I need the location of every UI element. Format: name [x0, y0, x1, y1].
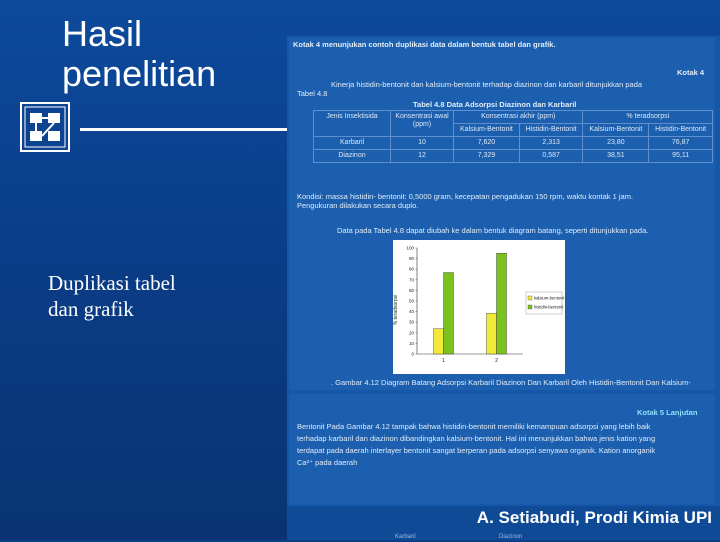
slide-subtitle [48, 270, 268, 322]
box5-line-3: terdapat pada daerah interlayer bentonit sangat berperan pada adsorpsi senyawa organik. Kation anorganik [297, 446, 656, 455]
doc-header: Kotak 4 menunjukan contoh duplikasi data dalam bentuk tabel dan grafik. [293, 40, 556, 49]
table-to-chart-text: Data pada Tabel 4.8 dapat diubah ke dalam bentuk diagram batang, seperti ditunjukkan pada. [337, 226, 649, 235]
title-underline [80, 128, 290, 131]
bars-group [434, 253, 507, 354]
slide-title [62, 14, 292, 94]
table-cell: 2,313 [519, 137, 583, 150]
table-header: Konsentrasi awal (ppm) [391, 111, 454, 137]
table-cell: Karbaril [314, 137, 391, 150]
document-page-box5 [289, 394, 715, 504]
bar-histidin-bentonit-2 [497, 253, 507, 354]
table-row [314, 150, 713, 163]
bar-kalsium-bentonit-1 [434, 329, 444, 354]
table-cell: 7,620 [454, 137, 520, 150]
table-cell: 95,11 [649, 150, 713, 163]
table-caption: Tabel 4.8 Data Adsorpsi Diazinon dan Karbaril [413, 100, 577, 109]
subtitle-line-2: dan grafik [48, 297, 134, 321]
author-footer: A. Setiabudi, Prodi Kimia UPI [476, 508, 712, 527]
table-header: % teradsorpsi [583, 111, 713, 124]
box5-line-4: Ca²⁺ pada daerah [297, 458, 358, 467]
box5-line-1: Bentonit Pada Gambar 4.12 tampak bahwa histidin-bentonit memiliki kemampuan adsorpsi yang lebih baik [297, 422, 651, 431]
table-cell: 7,329 [454, 150, 520, 163]
table-header: Konsentrasi akhir (ppm) [454, 111, 583, 124]
y-tick-label: 100 [406, 245, 414, 251]
bottom-label-left: Karbaril [395, 534, 416, 540]
bar-chart [393, 240, 565, 374]
table-cell: 23,80 [583, 137, 649, 150]
y-tick-label: 50 [408, 298, 414, 304]
y-tick-label: 40 [408, 309, 414, 315]
x-tick-label: 1 [442, 358, 445, 364]
document-page-box4 [289, 38, 715, 390]
y-tick-label: 30 [408, 319, 414, 325]
subtitle-line-1: Duplikasi tabel [48, 271, 176, 295]
table-subheader: Kalsium-Bentonit [454, 124, 520, 137]
y-tick-label: 10 [408, 340, 414, 346]
box4-label: Kotak 4 [677, 68, 705, 77]
adsorption-table [313, 110, 713, 163]
table-header: Jenis Insektisida [314, 111, 391, 137]
legend-label-kalsium: kalsium-bentonit [534, 295, 565, 301]
bar-kalsium-bentonit-2 [487, 313, 497, 354]
network-logo-icon [20, 102, 70, 152]
table-cell: Diazinon [314, 150, 391, 163]
table-cell: 10 [391, 137, 454, 150]
legend-swatch-kalsium [528, 296, 532, 300]
y-axis-label: % teradsorpsi [393, 294, 399, 326]
intro-line-2: Tabel 4.8 [297, 89, 328, 98]
y-tick-label: 70 [408, 277, 414, 283]
y-tick-label: 60 [408, 287, 414, 293]
y-tick-label: 20 [408, 330, 414, 336]
box5-line-2: terhadap karbaril dan diazinon dibandingkan kalsium-bentonit. Hal ini menunjukkan bahwa jenis kation yang [297, 434, 656, 443]
table-row [314, 137, 713, 150]
table-cell: 0,587 [519, 150, 583, 163]
x-tick-label: 2 [495, 358, 498, 364]
title-line-2: penelitian [62, 53, 217, 94]
bottom-label-right: Diazinon [499, 534, 523, 540]
table-subheader: Kalsium-Bentonit [583, 124, 649, 137]
legend-swatch-histidin [528, 305, 532, 309]
x-axis-ticks [442, 358, 498, 364]
legend [526, 292, 565, 314]
y-axis-ticks [406, 246, 417, 357]
table-subheader: Histidin-Bentonit [649, 124, 713, 137]
table-cell: 12 [391, 150, 454, 163]
bar-histidin-bentonit-1 [444, 273, 454, 354]
intro-line-1: Kinerja histidin-bentonit dan kalsium-bentonit terhadap diazinon dan karbaril ditunjukkan pada [331, 80, 643, 89]
figure-caption: . Gambar 4.12 Diagram Batang Adsorpsi Karbaril Diazinon Dan Karbaril Oleh Histidin-Bentonit Dan Kalsium- [331, 378, 691, 387]
table-cell: 38,51 [583, 150, 649, 163]
table-cell: 76,87 [649, 137, 713, 150]
conditions-line-1: Kondisi: massa histidin- bentonit: 0,5000 gram, kecepatan pengadukan 150 rpm, waktu kontak 1 jam. [297, 192, 634, 201]
y-tick-label: 0 [411, 351, 414, 357]
conditions-line-2: Pengukuran dilakukan secara duplo. [297, 201, 419, 210]
table-subheader: Histidin-Bentonit [519, 124, 583, 137]
legend-label-histidin: histidin-bentonit [534, 304, 564, 310]
box5-label: Kotak 5 Lanjutan [637, 408, 698, 417]
document-screenshot [287, 36, 720, 540]
y-tick-label: 80 [408, 266, 414, 272]
y-tick-label: 90 [408, 256, 414, 262]
title-line-1: Hasil [62, 13, 143, 54]
